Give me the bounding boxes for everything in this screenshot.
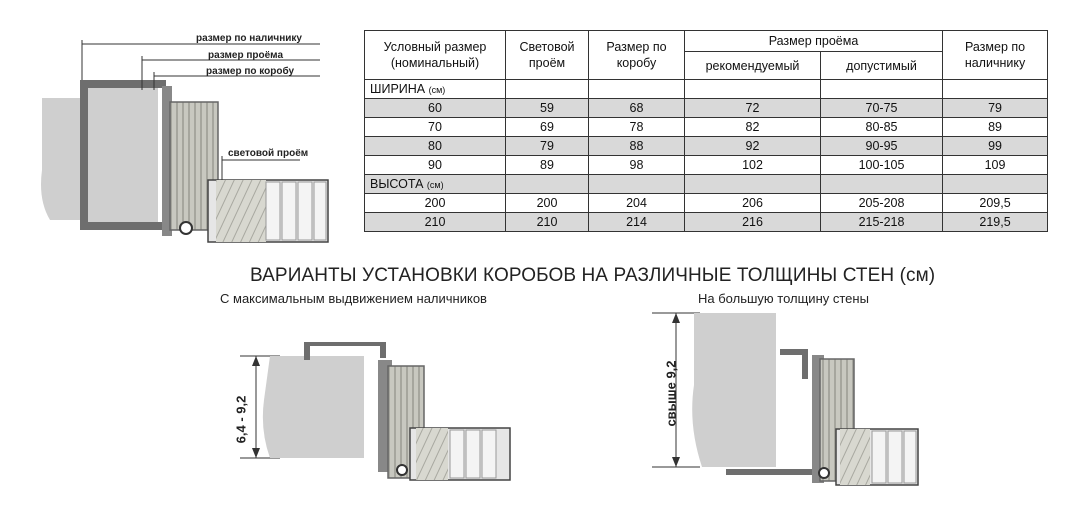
header-recommended: рекомендуемый [685,52,821,80]
hinge-icon [397,465,407,475]
variant-thick-wall-diagram [640,305,930,495]
table-row: 80 79 88 92 90-95 99 [365,137,1048,156]
section-title: ВАРИАНТЫ УСТАНОВКИ КОРОБОВ НА РАЗЛИЧНЫЕ ТОЛЩИНЫ СТЕН (см) [250,265,936,286]
variant-left-range: 6,4 - 9,2 [233,395,249,444]
table-row: 70 69 78 82 80-85 89 [365,118,1048,137]
variant-max-extension-diagram [230,330,520,500]
wall-section [263,356,364,458]
header-frame-size: Размер по коробу [589,31,685,80]
label-clear-opening: световой проём [228,148,309,159]
label-size-trim: размер по наличнику [196,33,302,44]
wall-section [692,313,776,467]
door-frame-cross-section-diagram [30,30,350,250]
hinge-icon [180,222,192,234]
height-section-unit: (см) [426,180,444,190]
table-row: 90 89 98 102 100-105 109 [365,156,1048,175]
dimensions-table [364,30,1048,232]
hinge-icon [819,468,829,478]
table-row: 60 59 68 72 70-75 79 [365,99,1048,118]
header-opening-size: Размер проёма [685,31,943,52]
header-trim-size: Размер по наличнику [943,31,1048,80]
table-row: 210 210 214 216 215-218 219,5 [365,213,1048,232]
header-allowed: допустимый [821,52,943,80]
width-section-row [365,80,1048,99]
height-section-row [365,175,1048,194]
height-section-label: ВЫСОТА [370,177,424,191]
width-section-label: ШИРИНА [370,82,426,96]
variant-right-range: свыше 9,2 [663,360,679,427]
header-clear-opening: Световой проём [506,31,589,80]
variant-left-title: С максимальным выдвижением наличников [220,291,487,306]
label-size-opening: размер проёма [208,50,284,61]
width-section-unit: (см) [428,85,446,95]
header-nominal: Условный размер (номинальный) [365,31,506,80]
variant-right-title: На большую толщину стены [698,291,869,306]
table-row: 200 200 204 206 205-208 209,5 [365,194,1048,213]
label-size-frame: размер по коробу [206,66,295,77]
